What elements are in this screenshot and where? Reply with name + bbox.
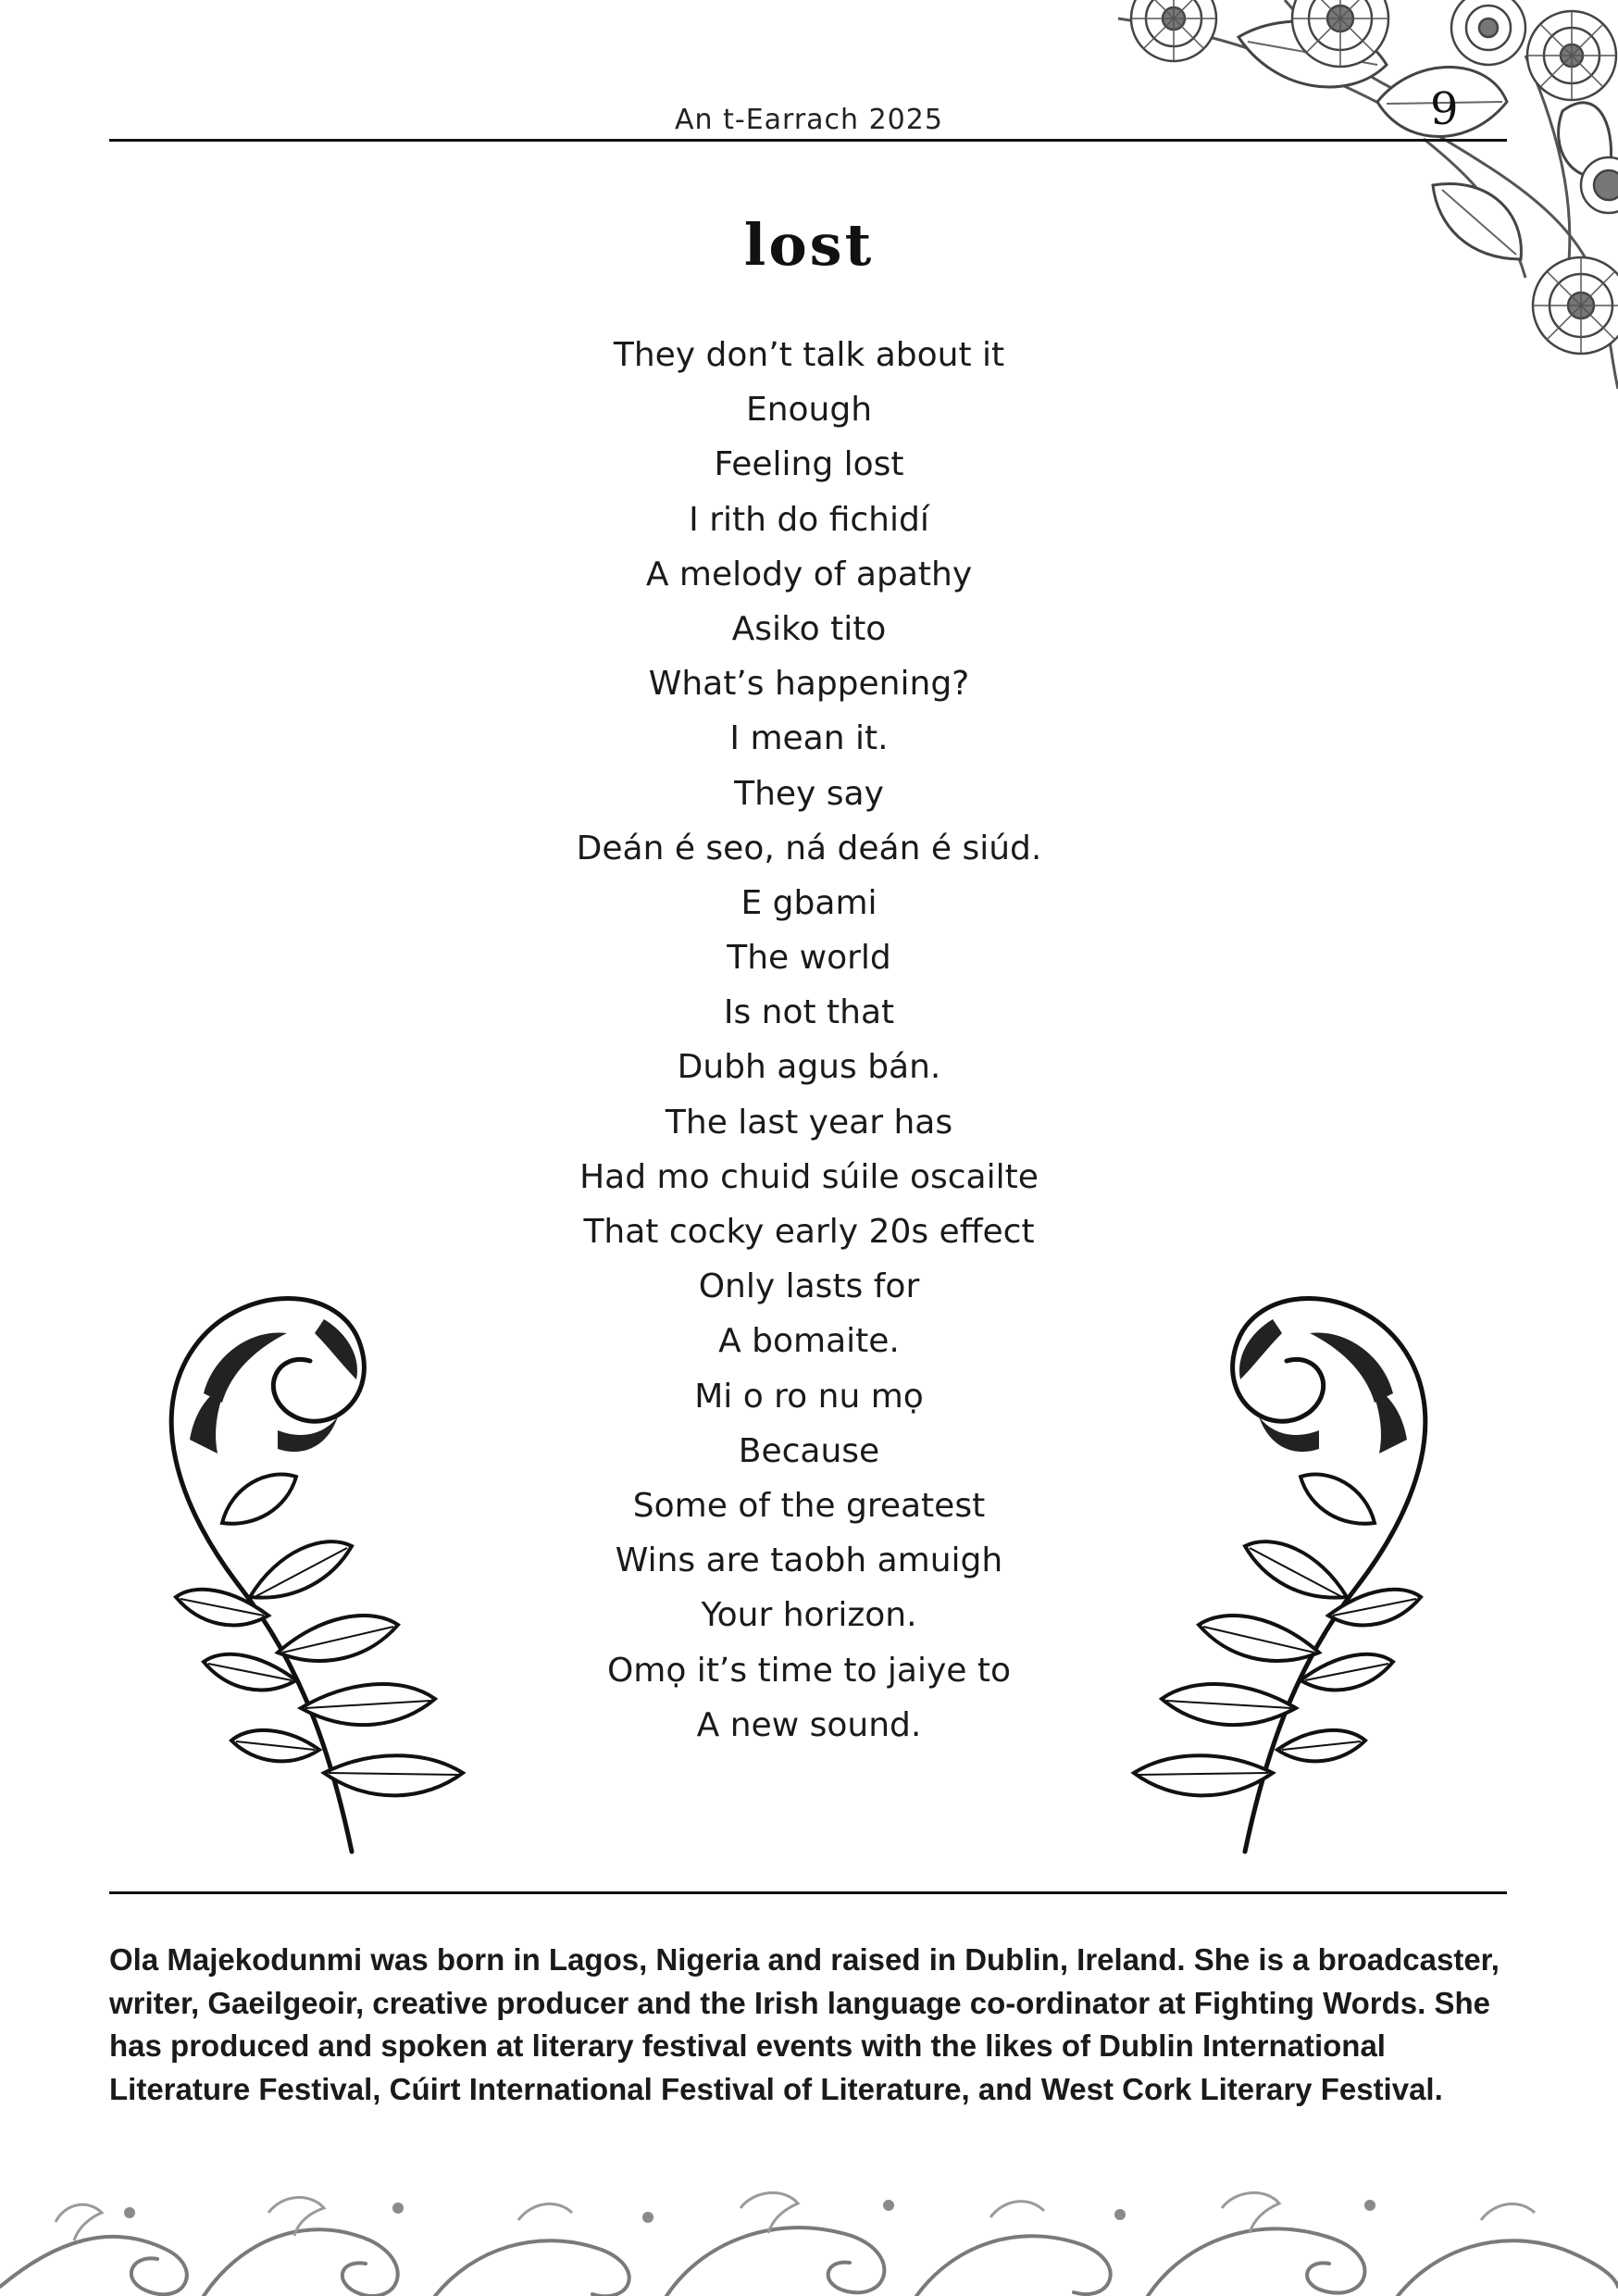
poem-line: The last year has [665,1103,953,1142]
poem-line: Deán é seo, ná deán é siúd. [576,829,1042,867]
poem-line: Feeling lost [714,445,904,484]
poem-line: Some of the greatest [632,1486,986,1525]
poem-line: Dubh agus bán. [677,1048,941,1087]
poem-line: They say [734,774,884,813]
fern-right-illustration [1069,1282,1458,1856]
poem-line: Is not that [723,993,895,1032]
wave-scroll-ornament [0,2185,1618,2296]
header-divider [109,139,1507,142]
fern-left-illustration [139,1282,528,1856]
poem-title: lost [743,211,875,279]
poem-line: I mean it. [729,719,889,758]
poem-body [439,328,1179,1753]
running-header-title: An t-Earrach 2025 [675,104,943,136]
poem-line: A melody of apathy [645,555,973,593]
poem-line: I rith do fichidí [689,500,929,539]
poem-line: Only lasts for [698,1267,920,1306]
poem-line: Omọ it’s time to jaiye to [606,1651,1012,1690]
poem-line: What’s happening? [648,665,970,704]
poem-line: Wins are taobh amuigh [615,1541,1003,1580]
poem-line: Because [738,1431,880,1470]
poem-line: Mi o ro nu mọ [694,1377,924,1416]
poem-line: Your horizon. [701,1596,917,1635]
poem-line: Asiko tito [731,609,887,648]
poem-line: E gbami [741,883,877,922]
poem-line: A new sound. [696,1705,922,1744]
poem-line: Enough [745,391,873,430]
poem-line: Had mo chuid súile oscailte [579,1157,1039,1196]
poem-line: They don’t talk about it [613,336,1005,374]
poem-line: A bomaite. [718,1322,900,1361]
bio-divider [109,1891,1507,1894]
author-bio: Ola Majekodunmi was born in Lagos, Nigeria and raised in Dublin, Ireland. She is a broadcaster, writer, Gaeilgeoir, creative producer and the Irish language co-ordinator at Fighting Words. She has produced and spoken at literary festival events with the likes of Dublin International Literature Festival, Cúirt International Festival of Literature, and West Cork Literary Festival. [109,1942,1500,2106]
poem-line: That cocky early 20s effect [583,1213,1035,1251]
page-number: 9 [1430,83,1459,135]
poem-line: The world [727,939,891,978]
